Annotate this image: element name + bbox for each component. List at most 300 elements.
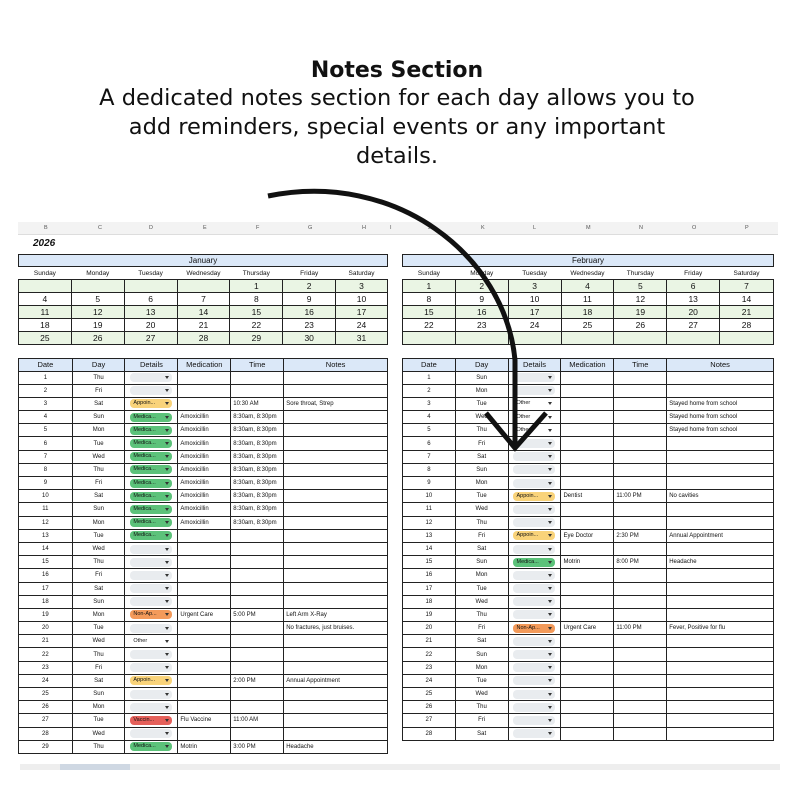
- column-letter[interactable]: C: [98, 225, 102, 231]
- details-cell[interactable]: [508, 384, 561, 397]
- calendar-day[interactable]: [614, 332, 667, 345]
- calendar-day[interactable]: 16: [455, 306, 508, 319]
- notes-cell[interactable]: [284, 569, 388, 582]
- column-letter[interactable]: D: [149, 225, 153, 231]
- time-cell[interactable]: [614, 714, 667, 727]
- notes-cell[interactable]: [284, 701, 388, 714]
- calendar-day[interactable]: 15: [403, 306, 456, 319]
- notes-cell[interactable]: [667, 595, 774, 608]
- time-cell[interactable]: [614, 477, 667, 490]
- time-cell[interactable]: [614, 674, 667, 687]
- calendar-day[interactable]: 3: [508, 280, 561, 293]
- calendar-day[interactable]: [177, 280, 230, 293]
- calendar-day[interactable]: 18: [19, 319, 72, 332]
- details-dropdown[interactable]: [513, 690, 555, 699]
- column-letter[interactable]: E: [203, 225, 207, 231]
- medication-cell[interactable]: [561, 516, 614, 529]
- medication-cell[interactable]: [178, 674, 231, 687]
- notes-cell[interactable]: [284, 437, 388, 450]
- calendar-day[interactable]: 27: [667, 319, 720, 332]
- time-cell[interactable]: [614, 727, 667, 740]
- medication-cell[interactable]: Motrin: [178, 740, 231, 753]
- medication-cell[interactable]: [561, 648, 614, 661]
- calendar-day[interactable]: 20: [124, 319, 177, 332]
- time-cell[interactable]: [231, 701, 284, 714]
- calendar-day[interactable]: 12: [71, 306, 124, 319]
- medication-cell[interactable]: [178, 569, 231, 582]
- calendar-day[interactable]: 1: [403, 280, 456, 293]
- notes-cell[interactable]: [284, 424, 388, 437]
- details-dropdown[interactable]: Medica...: [130, 452, 172, 461]
- medication-cell[interactable]: Amoxicillin: [178, 463, 231, 476]
- calendar-day[interactable]: 5: [71, 293, 124, 306]
- horizontal-scrollbar[interactable]: [20, 764, 780, 770]
- notes-cell[interactable]: [284, 529, 388, 542]
- medication-cell[interactable]: [561, 701, 614, 714]
- calendar-day[interactable]: 21: [177, 319, 230, 332]
- details-cell[interactable]: [508, 622, 561, 635]
- details-dropdown[interactable]: Other: [130, 637, 172, 646]
- details-cell[interactable]: [125, 424, 178, 437]
- notes-cell[interactable]: [284, 477, 388, 490]
- medication-cell[interactable]: Dentist: [561, 490, 614, 503]
- calendar-day[interactable]: 4: [19, 293, 72, 306]
- details-dropdown[interactable]: [513, 703, 555, 712]
- notes-cell[interactable]: Headache: [284, 740, 388, 753]
- time-cell[interactable]: 11:00 PM: [614, 490, 667, 503]
- details-dropdown[interactable]: [513, 676, 555, 685]
- medication-cell[interactable]: Urgent Care: [561, 622, 614, 635]
- calendar-day[interactable]: 1: [230, 280, 283, 293]
- calendar-day[interactable]: 14: [720, 293, 774, 306]
- notes-cell[interactable]: [667, 635, 774, 648]
- details-cell[interactable]: [508, 477, 561, 490]
- column-letter[interactable]: J: [428, 225, 431, 231]
- time-cell[interactable]: 3:00 PM: [231, 740, 284, 753]
- details-dropdown[interactable]: Medica...: [130, 426, 172, 435]
- time-cell[interactable]: 11:00 AM: [231, 714, 284, 727]
- medication-cell[interactable]: [561, 608, 614, 621]
- details-cell[interactable]: [125, 674, 178, 687]
- time-cell[interactable]: [614, 411, 667, 424]
- details-cell[interactable]: [125, 490, 178, 503]
- medication-cell[interactable]: Flu Vaccine: [178, 714, 231, 727]
- time-cell[interactable]: [231, 582, 284, 595]
- details-dropdown[interactable]: [130, 597, 172, 606]
- notes-cell[interactable]: [667, 688, 774, 701]
- medication-cell[interactable]: [561, 371, 614, 384]
- details-dropdown[interactable]: Medica...: [513, 558, 555, 567]
- details-cell[interactable]: [125, 595, 178, 608]
- medication-cell[interactable]: Amoxicillin: [178, 516, 231, 529]
- medication-cell[interactable]: [561, 595, 614, 608]
- details-dropdown[interactable]: [130, 373, 172, 382]
- notes-cell[interactable]: [667, 437, 774, 450]
- details-dropdown[interactable]: [513, 479, 555, 488]
- calendar-day[interactable]: 31: [336, 332, 388, 345]
- details-dropdown[interactable]: [513, 518, 555, 527]
- column-letter[interactable]: B: [44, 225, 48, 231]
- time-cell[interactable]: 8:30am, 8:30pm: [231, 424, 284, 437]
- notes-cell[interactable]: Annual Appointment: [667, 529, 774, 542]
- details-dropdown[interactable]: [513, 373, 555, 382]
- details-cell[interactable]: [125, 371, 178, 384]
- details-dropdown[interactable]: Medica...: [130, 505, 172, 514]
- details-cell[interactable]: [125, 516, 178, 529]
- calendar-day[interactable]: 30: [283, 332, 336, 345]
- details-cell[interactable]: [125, 397, 178, 410]
- notes-cell[interactable]: [284, 727, 388, 740]
- medication-cell[interactable]: [178, 371, 231, 384]
- time-cell[interactable]: 8:30am, 8:30pm: [231, 411, 284, 424]
- details-cell[interactable]: [125, 648, 178, 661]
- medication-cell[interactable]: [178, 688, 231, 701]
- notes-cell[interactable]: [667, 569, 774, 582]
- notes-cell[interactable]: [284, 595, 388, 608]
- calendar-day[interactable]: [455, 332, 508, 345]
- details-dropdown[interactable]: Appoin...: [130, 399, 172, 408]
- details-dropdown[interactable]: [513, 465, 555, 474]
- details-cell[interactable]: [125, 635, 178, 648]
- medication-cell[interactable]: [178, 595, 231, 608]
- notes-cell[interactable]: [284, 582, 388, 595]
- calendar-day[interactable]: 7: [177, 293, 230, 306]
- medication-cell[interactable]: [561, 714, 614, 727]
- details-dropdown[interactable]: Appoin...: [513, 492, 555, 501]
- time-cell[interactable]: [231, 688, 284, 701]
- notes-cell[interactable]: Sore throat, Strep: [284, 397, 388, 410]
- details-cell[interactable]: [508, 437, 561, 450]
- details-cell[interactable]: [125, 384, 178, 397]
- medication-cell[interactable]: [561, 437, 614, 450]
- time-cell[interactable]: [614, 503, 667, 516]
- calendar-day[interactable]: 27: [124, 332, 177, 345]
- calendar-day[interactable]: 7: [720, 280, 774, 293]
- calendar-day[interactable]: 25: [561, 319, 614, 332]
- calendar-day[interactable]: [71, 280, 124, 293]
- calendar-day[interactable]: 18: [561, 306, 614, 319]
- details-dropdown[interactable]: Other: [513, 426, 555, 435]
- details-dropdown[interactable]: Non-Ap...: [130, 610, 172, 619]
- time-cell[interactable]: 2:30 PM: [614, 529, 667, 542]
- medication-cell[interactable]: [178, 384, 231, 397]
- details-dropdown[interactable]: [130, 663, 172, 672]
- notes-cell[interactable]: Annual Appointment: [284, 674, 388, 687]
- time-cell[interactable]: 8:30am, 8:30pm: [231, 477, 284, 490]
- notes-cell[interactable]: [284, 450, 388, 463]
- time-cell[interactable]: [614, 424, 667, 437]
- notes-cell[interactable]: [284, 542, 388, 555]
- calendar-day[interactable]: 13: [124, 306, 177, 319]
- time-cell[interactable]: [614, 384, 667, 397]
- calendar-day[interactable]: 10: [508, 293, 561, 306]
- medication-cell[interactable]: [561, 542, 614, 555]
- details-dropdown[interactable]: Other: [513, 413, 555, 422]
- notes-cell[interactable]: No fractures, just bruises.: [284, 622, 388, 635]
- details-cell[interactable]: [508, 424, 561, 437]
- time-cell[interactable]: [231, 635, 284, 648]
- time-cell[interactable]: [614, 582, 667, 595]
- time-cell[interactable]: [231, 384, 284, 397]
- notes-cell[interactable]: [667, 661, 774, 674]
- time-cell[interactable]: 8:00 PM: [614, 556, 667, 569]
- details-cell[interactable]: [508, 727, 561, 740]
- time-cell[interactable]: [614, 635, 667, 648]
- details-cell[interactable]: [125, 503, 178, 516]
- notes-cell[interactable]: [667, 503, 774, 516]
- details-cell[interactable]: [125, 661, 178, 674]
- calendar-day[interactable]: 16: [283, 306, 336, 319]
- details-dropdown[interactable]: Appoin...: [130, 676, 172, 685]
- notes-cell[interactable]: [284, 384, 388, 397]
- medication-cell[interactable]: [178, 556, 231, 569]
- details-cell[interactable]: [508, 397, 561, 410]
- time-cell[interactable]: 8:30am, 8:30pm: [231, 450, 284, 463]
- details-cell[interactable]: [125, 569, 178, 582]
- medication-cell[interactable]: Amoxicillin: [178, 477, 231, 490]
- time-cell[interactable]: [231, 622, 284, 635]
- medication-cell[interactable]: [178, 529, 231, 542]
- medication-cell[interactable]: [178, 622, 231, 635]
- column-letter[interactable]: N: [639, 225, 643, 231]
- medication-cell[interactable]: [178, 582, 231, 595]
- calendar-day[interactable]: 23: [283, 319, 336, 332]
- time-cell[interactable]: [614, 701, 667, 714]
- calendar-day[interactable]: 21: [720, 306, 774, 319]
- details-cell[interactable]: [125, 463, 178, 476]
- calendar-day[interactable]: 20: [667, 306, 720, 319]
- medication-cell[interactable]: [561, 727, 614, 740]
- details-cell[interactable]: [508, 411, 561, 424]
- time-cell[interactable]: [231, 371, 284, 384]
- calendar-day[interactable]: [508, 332, 561, 345]
- notes-cell[interactable]: [667, 608, 774, 621]
- calendar-day[interactable]: 17: [508, 306, 561, 319]
- calendar-day[interactable]: 15: [230, 306, 283, 319]
- details-cell[interactable]: [508, 463, 561, 476]
- details-dropdown[interactable]: Medica...: [130, 413, 172, 422]
- details-dropdown[interactable]: Medica...: [130, 742, 172, 751]
- notes-cell[interactable]: [284, 516, 388, 529]
- notes-cell[interactable]: [667, 477, 774, 490]
- calendar-day[interactable]: 2: [283, 280, 336, 293]
- notes-cell[interactable]: [284, 490, 388, 503]
- details-cell[interactable]: [125, 556, 178, 569]
- notes-cell[interactable]: [284, 556, 388, 569]
- calendar-day[interactable]: 2: [455, 280, 508, 293]
- notes-cell[interactable]: No cavities: [667, 490, 774, 503]
- details-cell[interactable]: [125, 688, 178, 701]
- scroll-thumb[interactable]: [60, 764, 130, 770]
- details-dropdown[interactable]: [513, 386, 555, 395]
- medication-cell[interactable]: [178, 727, 231, 740]
- column-letter[interactable]: I: [390, 225, 392, 231]
- calendar-day[interactable]: 11: [561, 293, 614, 306]
- details-dropdown[interactable]: [130, 690, 172, 699]
- details-dropdown[interactable]: [513, 610, 555, 619]
- calendar-day[interactable]: 26: [71, 332, 124, 345]
- details-dropdown[interactable]: [513, 584, 555, 593]
- time-cell[interactable]: [614, 688, 667, 701]
- notes-cell[interactable]: [667, 582, 774, 595]
- calendar-day[interactable]: 19: [71, 319, 124, 332]
- notes-cell[interactable]: [667, 648, 774, 661]
- details-cell[interactable]: [125, 477, 178, 490]
- calendar-day[interactable]: 25: [19, 332, 72, 345]
- details-dropdown[interactable]: [513, 597, 555, 606]
- time-cell[interactable]: [231, 556, 284, 569]
- details-dropdown[interactable]: [130, 729, 172, 738]
- notes-cell[interactable]: Stayed home from school: [667, 424, 774, 437]
- notes-cell[interactable]: [667, 384, 774, 397]
- medication-cell[interactable]: [561, 688, 614, 701]
- medication-cell[interactable]: [561, 424, 614, 437]
- details-cell[interactable]: [508, 701, 561, 714]
- details-dropdown[interactable]: [513, 716, 555, 725]
- details-dropdown[interactable]: [130, 650, 172, 659]
- medication-cell[interactable]: [178, 542, 231, 555]
- notes-cell[interactable]: [667, 542, 774, 555]
- medication-cell[interactable]: [561, 569, 614, 582]
- notes-cell[interactable]: [667, 450, 774, 463]
- time-cell[interactable]: [614, 648, 667, 661]
- details-dropdown[interactable]: [130, 558, 172, 567]
- details-cell[interactable]: [508, 569, 561, 582]
- details-cell[interactable]: [508, 674, 561, 687]
- medication-cell[interactable]: [561, 661, 614, 674]
- details-cell[interactable]: [508, 371, 561, 384]
- time-cell[interactable]: [614, 463, 667, 476]
- notes-cell[interactable]: [284, 714, 388, 727]
- column-letter[interactable]: K: [481, 225, 485, 231]
- medication-cell[interactable]: Amoxicillin: [178, 424, 231, 437]
- calendar-day[interactable]: [19, 280, 72, 293]
- details-dropdown[interactable]: Medica...: [130, 479, 172, 488]
- notes-cell[interactable]: [284, 661, 388, 674]
- column-letter[interactable]: O: [692, 225, 697, 231]
- details-dropdown[interactable]: Medica...: [130, 492, 172, 501]
- medication-cell[interactable]: [561, 384, 614, 397]
- details-cell[interactable]: [125, 411, 178, 424]
- details-cell[interactable]: [508, 529, 561, 542]
- details-cell[interactable]: [508, 714, 561, 727]
- time-cell[interactable]: [231, 529, 284, 542]
- column-letter[interactable]: H: [362, 225, 366, 231]
- time-cell[interactable]: [614, 608, 667, 621]
- calendar-day[interactable]: [720, 332, 774, 345]
- details-cell[interactable]: [508, 556, 561, 569]
- details-cell[interactable]: [125, 437, 178, 450]
- medication-cell[interactable]: [178, 661, 231, 674]
- year-label[interactable]: 2026: [33, 238, 56, 249]
- medication-cell[interactable]: [178, 701, 231, 714]
- details-cell[interactable]: [125, 542, 178, 555]
- notes-cell[interactable]: [667, 714, 774, 727]
- time-cell[interactable]: 5:00 PM: [231, 608, 284, 621]
- details-cell[interactable]: [125, 740, 178, 753]
- notes-cell[interactable]: [667, 701, 774, 714]
- time-cell[interactable]: [614, 397, 667, 410]
- notes-cell[interactable]: [284, 648, 388, 661]
- calendar-day[interactable]: 26: [614, 319, 667, 332]
- time-cell[interactable]: [614, 450, 667, 463]
- medication-cell[interactable]: [178, 635, 231, 648]
- details-dropdown[interactable]: [130, 571, 172, 580]
- details-dropdown[interactable]: Medica...: [130, 518, 172, 527]
- notes-cell[interactable]: Left Arm X-Ray: [284, 608, 388, 621]
- details-dropdown[interactable]: Other: [513, 399, 555, 408]
- medication-cell[interactable]: [178, 648, 231, 661]
- calendar-day[interactable]: 6: [124, 293, 177, 306]
- calendar-day[interactable]: 9: [283, 293, 336, 306]
- medication-cell[interactable]: Amoxicillin: [178, 411, 231, 424]
- column-letter[interactable]: L: [533, 225, 537, 231]
- calendar-day[interactable]: 22: [230, 319, 283, 332]
- details-dropdown[interactable]: Appoin...: [513, 531, 555, 540]
- calendar-day[interactable]: [403, 332, 456, 345]
- medication-cell[interactable]: Amoxicillin: [178, 490, 231, 503]
- details-dropdown[interactable]: [130, 584, 172, 593]
- medication-cell[interactable]: [561, 674, 614, 687]
- calendar-day[interactable]: 22: [403, 319, 456, 332]
- medication-cell[interactable]: [561, 503, 614, 516]
- calendar-day[interactable]: 28: [720, 319, 774, 332]
- notes-cell[interactable]: Fever, Positive for flu: [667, 622, 774, 635]
- details-dropdown[interactable]: Vaccin...: [130, 716, 172, 725]
- details-dropdown[interactable]: [513, 637, 555, 646]
- medication-cell[interactable]: [561, 582, 614, 595]
- details-cell[interactable]: [125, 450, 178, 463]
- notes-cell[interactable]: Stayed home from school: [667, 397, 774, 410]
- medication-cell[interactable]: Eye Doctor: [561, 529, 614, 542]
- time-cell[interactable]: 8:30am, 8:30pm: [231, 516, 284, 529]
- calendar-day[interactable]: 4: [561, 280, 614, 293]
- calendar-day[interactable]: 3: [336, 280, 388, 293]
- details-cell[interactable]: [508, 503, 561, 516]
- time-cell[interactable]: [231, 595, 284, 608]
- details-dropdown[interactable]: [130, 624, 172, 633]
- time-cell[interactable]: 8:30am, 8:30pm: [231, 490, 284, 503]
- details-cell[interactable]: [125, 727, 178, 740]
- details-cell[interactable]: [125, 608, 178, 621]
- calendar-day[interactable]: 24: [508, 319, 561, 332]
- details-cell[interactable]: [508, 688, 561, 701]
- calendar-day[interactable]: 24: [336, 319, 388, 332]
- calendar-day[interactable]: [667, 332, 720, 345]
- details-dropdown[interactable]: [513, 729, 555, 738]
- calendar-day[interactable]: 10: [336, 293, 388, 306]
- calendar-day[interactable]: 28: [177, 332, 230, 345]
- medication-cell[interactable]: Amoxicillin: [178, 503, 231, 516]
- medication-cell[interactable]: [561, 397, 614, 410]
- column-letter[interactable]: G: [308, 225, 313, 231]
- time-cell[interactable]: [231, 648, 284, 661]
- details-dropdown[interactable]: [513, 650, 555, 659]
- time-cell[interactable]: 8:30am, 8:30pm: [231, 503, 284, 516]
- calendar-day[interactable]: 19: [614, 306, 667, 319]
- notes-cell[interactable]: [284, 411, 388, 424]
- notes-cell[interactable]: [667, 674, 774, 687]
- details-cell[interactable]: [125, 622, 178, 635]
- calendar-day[interactable]: 6: [667, 280, 720, 293]
- column-letter[interactable]: M: [586, 225, 591, 231]
- calendar-day[interactable]: 29: [230, 332, 283, 345]
- details-dropdown[interactable]: [130, 386, 172, 395]
- details-dropdown[interactable]: [130, 545, 172, 554]
- details-dropdown[interactable]: [513, 452, 555, 461]
- calendar-day[interactable]: 9: [455, 293, 508, 306]
- medication-cell[interactable]: [561, 463, 614, 476]
